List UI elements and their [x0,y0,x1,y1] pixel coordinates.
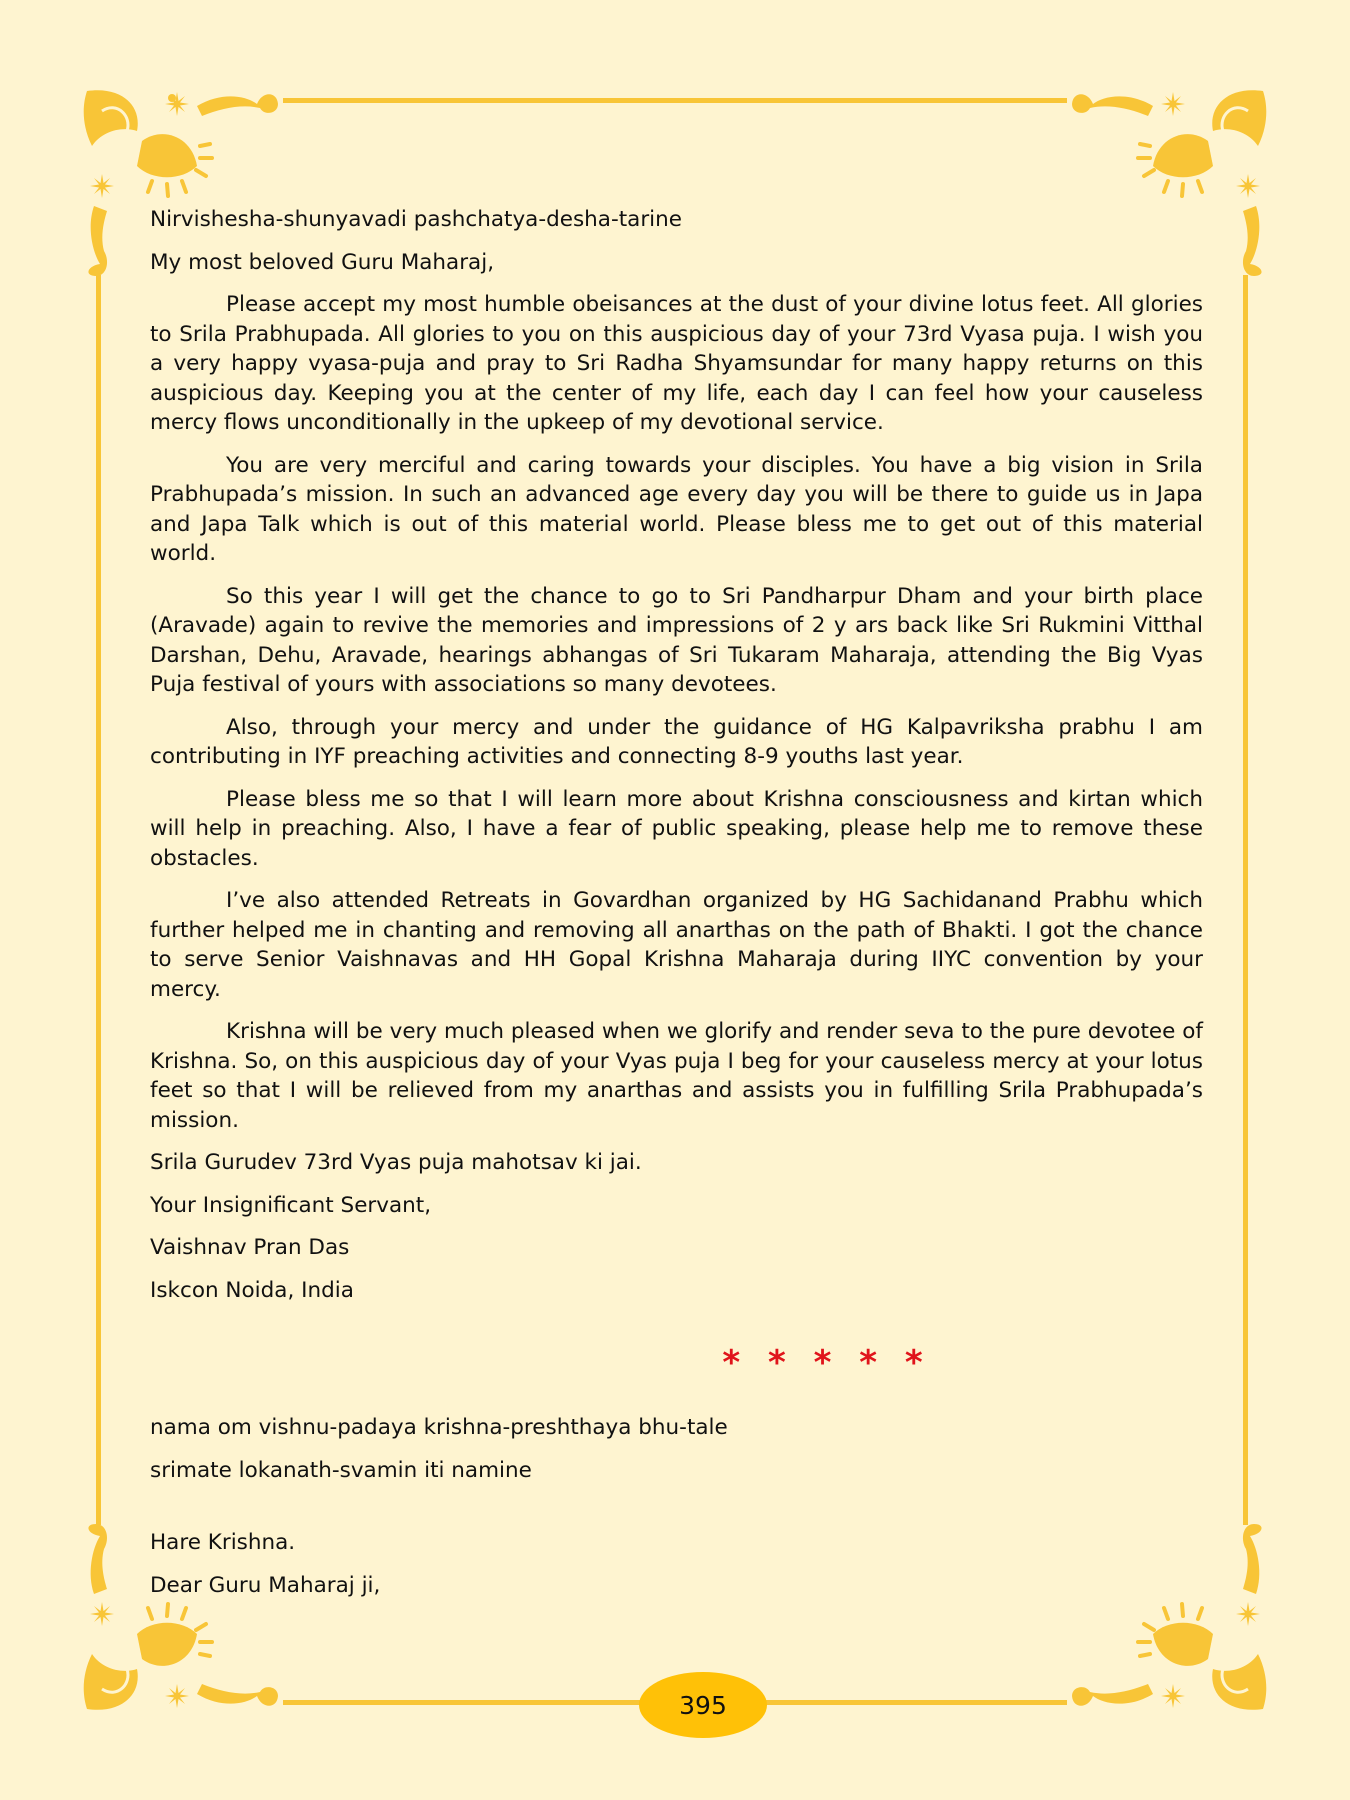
closing-line: Srila Gurudev 73rd Vyas puja mahotsav ki jai. [150,1150,642,1175]
invocation-line: Nirvishesha-shunyavadi pashchatya-desha-tarine [150,207,683,232]
letter-body [150,205,1203,1613]
paragraph: So this year I will get the chance to go to Sri Pandharpur Dham and your birth place (Aravade) again to revive the memories and impressions of 2 y ars back like Sri Rukmini Vitthal Darshan, Dehu, Aravade, hearings abhangas of Sri Tukaram Maharaja, attending the Big Vyas Puja festival of yours with associations so many devotees. [150,583,1203,697]
page-number: 395 [679,1690,727,1720]
paragraph: I’ve also attended Retreats in Govardhan organized by HG Sachidanand Prabhu which further helped me in chanting and removing all anarthas on the path of Bhakti. I got the chance to serve Senior Vaishnavas and HH Gopal Krishna Maharaja during IIYC convention by your mercy. [150,888,1203,1002]
section-separator: * * * * * [722,1343,931,1383]
border-right-line [1243,275,1248,1525]
paragraph: Krishna will be very much pleased when we glorify and render seva to the pure devotee of Krishna. So, on this auspicious day of your Vyas puja I beg for your causeless mercy at your lotus feet so that I will be relieved from my anarthas and assists you in fulfilling Srila Prabhupada’s mission. [150,1019,1203,1133]
border-top-line [283,98,1067,103]
paragraph: Also, through your mercy and under the guidance of HG Kalpavriksha prabhu I am contributing in IYF preaching activities and connecting 8-9 youths last year. [150,714,1203,769]
signature-name: Vaishnav Pran Das [150,1235,350,1260]
border-left-line [96,275,101,1525]
paragraph: Please accept my most humble obeisances at the dust of your divine lotus feet. All glories to Srila Prabhupada. All glories to you on this auspicious day of your 73rd Vyasa puja. I wish you a very happy vyasa-puja and pray to Sri Radha Shyamsundar for many happy returns on this auspicious day. Keeping you at the center of my life, each day I can feel how your causeless mercy flows unconditionally in the upkeep of my devotional service. [150,292,1203,435]
paragraph: Please bless me so that I will learn more about Krishna consciousness and kirtan which will help in preaching. Also, I have a fear of public speaking, please help me to remove these obstacles. [150,786,1203,871]
page-number-badge [639,1672,767,1738]
closing-line: Your Insignificant Servant, [150,1192,432,1218]
salutation: My most beloved Guru Maharaj, [150,249,495,275]
salutation: Dear Guru Maharaj ji, [150,1572,381,1598]
invocation-line: nama om vishnu-padaya krishna-preshthaya bhu-tale [150,1415,728,1440]
paragraph: You are very merciful and caring towards your disciples. You have a big vision in Srila Prabhupada’s mission. In such an advanced age every day you will be there to guide us in Japa and Japa Talk which is out of this material world. Please bless me to get out of this material world. [150,452,1203,566]
invocation-line: srimate lokanath-svamin iti namine [150,1457,532,1483]
greeting: Hare Krishna. [150,1530,296,1555]
signature-location: Iskcon Noida, India [150,1277,354,1303]
